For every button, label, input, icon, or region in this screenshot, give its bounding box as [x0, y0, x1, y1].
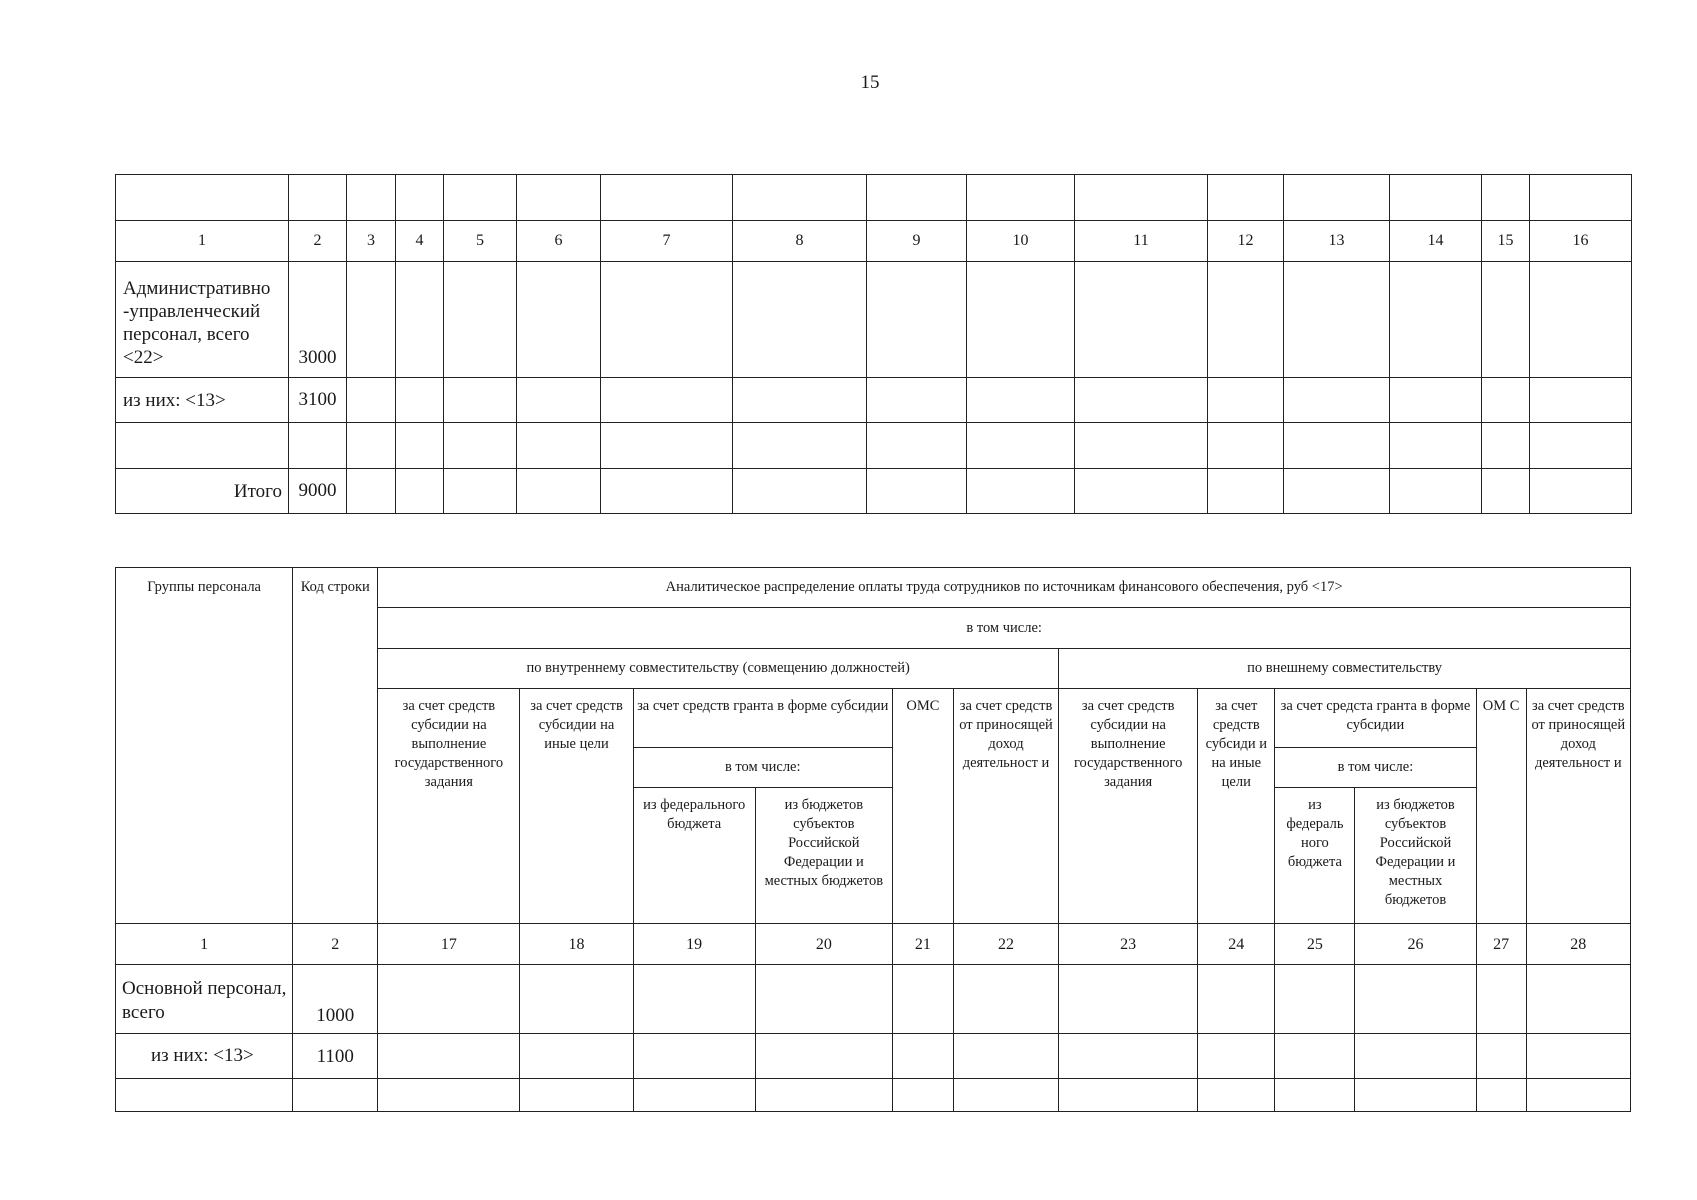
column-number: 23: [1059, 924, 1198, 965]
column-number: 28: [1526, 924, 1630, 965]
total-code: 9000: [289, 469, 347, 514]
table-row: [116, 262, 1632, 378]
column-number: 9: [867, 221, 967, 262]
table-row: [116, 965, 1631, 1034]
column-number: 22: [953, 924, 1058, 965]
column-number: 14: [1390, 221, 1482, 262]
empty-cell: [520, 1034, 633, 1079]
row-code: 1000: [293, 965, 378, 1034]
column-number: 15: [1482, 221, 1530, 262]
row-code: [293, 1079, 378, 1112]
empty-cell: [520, 1079, 633, 1112]
column-number: 2: [293, 924, 378, 965]
column-number: 24: [1198, 924, 1275, 965]
empty-cell: [1355, 965, 1476, 1034]
empty-cell: [1526, 965, 1630, 1034]
empty-cell: [1355, 1034, 1476, 1079]
row-label: Основной персонал, всего: [116, 965, 293, 1034]
empty-cell: [378, 1079, 520, 1112]
column-number-row: [116, 221, 1632, 262]
column-number: 18: [520, 924, 633, 965]
empty-cell: [1198, 1034, 1275, 1079]
empty-cell: [633, 965, 755, 1034]
empty-cell: [633, 1079, 755, 1112]
column-number: 12: [1208, 221, 1284, 262]
header-regional-ext: из бюджетов субъектов Российской Федерации и местных бюджетов: [1355, 788, 1476, 924]
empty-cell: [1526, 1079, 1630, 1112]
row-code: 3100: [289, 378, 347, 423]
header-regional: из бюджетов субъектов Российской Федерации и местных бюджетов: [755, 788, 892, 924]
header-subsidy-state-task: за счет средств субсидии на выполнение государственного задания: [378, 689, 520, 924]
column-number: 27: [1476, 924, 1526, 965]
header-including-grant: в том числе:: [633, 748, 892, 788]
column-number: 4: [396, 221, 444, 262]
header-internal: по внутреннему совместительству (совмещению должностей): [378, 649, 1059, 689]
row-label: из них: <13>: [116, 378, 289, 423]
column-number: 1: [116, 221, 289, 262]
total-label: Итого: [116, 469, 289, 514]
empty-cell: [1059, 965, 1198, 1034]
column-number: 2: [289, 221, 347, 262]
staff-table-part1: [115, 174, 1632, 514]
empty-cell: [378, 965, 520, 1034]
column-number: 16: [1530, 221, 1632, 262]
header-grant: за счет средств гранта в форме субсидии: [633, 689, 892, 748]
row-code: 3000: [289, 262, 347, 378]
empty-cell: [378, 1034, 520, 1079]
column-number: 1: [116, 924, 293, 965]
table-row: [116, 423, 1632, 469]
column-number: 5: [444, 221, 517, 262]
empty-cell: [755, 1034, 892, 1079]
header-grant-ext: за счет средста гранта в форме субсидии: [1275, 689, 1476, 748]
row-label: [116, 1079, 293, 1112]
column-number: 26: [1355, 924, 1476, 965]
empty-cell: [1198, 965, 1275, 1034]
header-including: в том числе:: [378, 608, 1631, 649]
header-oms: ОМС: [892, 689, 953, 924]
header-oms-ext: ОМ С: [1476, 689, 1526, 924]
empty-cell: [1355, 1079, 1476, 1112]
empty-cell: [1275, 1034, 1355, 1079]
empty-cell: [1476, 965, 1526, 1034]
header-subsidy-other: за счет средств субсидии на иные цели: [520, 689, 633, 924]
empty-cell: [1275, 965, 1355, 1034]
column-number-row: [116, 924, 1631, 965]
empty-cell: [1198, 1079, 1275, 1112]
empty-cell: [892, 1034, 953, 1079]
empty-cell: [892, 1079, 953, 1112]
column-number: 11: [1075, 221, 1208, 262]
column-number: 20: [755, 924, 892, 965]
column-number: 6: [517, 221, 601, 262]
header-analytic-distribution: Аналитическое распределение оплаты труда сотрудников по источникам финансового обеспечения, руб <17>: [378, 568, 1631, 608]
table-row: [116, 378, 1632, 423]
staff-table-part2: [115, 567, 1631, 1112]
empty-cell: [755, 965, 892, 1034]
empty-cell: [953, 965, 1058, 1034]
header-subsidy-other-ext: за счет средств субсиди и на иные цели: [1198, 689, 1275, 924]
empty-cell: [953, 1079, 1058, 1112]
header-row-code: Код строки: [293, 568, 378, 924]
empty-cell: [755, 1079, 892, 1112]
table-row: [116, 1079, 1631, 1112]
column-number: 17: [378, 924, 520, 965]
header-income: за счет средств от приносящей доход деятельност и: [953, 689, 1058, 924]
header-personnel-groups: Группы персонала: [116, 568, 293, 924]
empty-cell: [520, 965, 633, 1034]
column-number: 7: [601, 221, 733, 262]
empty-cell: [953, 1034, 1058, 1079]
column-number: 3: [347, 221, 396, 262]
header-subsidy-state-task-ext: за счет средств субсидии на выполнение государственного задания: [1059, 689, 1198, 924]
column-number: 19: [633, 924, 755, 965]
header-external: по внешнему совместительству: [1059, 649, 1631, 689]
empty-cell: [633, 1034, 755, 1079]
row-label: из них: <13>: [116, 1034, 293, 1079]
total-row: [116, 469, 1632, 514]
row-code: [289, 423, 347, 469]
row-label: [116, 423, 289, 469]
page-number: 15: [860, 72, 880, 93]
column-number: 8: [733, 221, 867, 262]
row-label: Административно -управленческий персонал, всего <22>: [116, 262, 289, 378]
header-federal: из федерального бюджета: [633, 788, 755, 924]
column-number: 25: [1275, 924, 1355, 965]
empty-cell: [1526, 1034, 1630, 1079]
table-row: [116, 1034, 1631, 1079]
header-income-ext: за счет средств от приносящей доход деятельност и: [1526, 689, 1630, 924]
empty-cell: [1059, 1034, 1198, 1079]
header-row: [116, 175, 1632, 221]
header-federal-ext: из федераль ного бюджета: [1275, 788, 1355, 924]
empty-cell: [1275, 1079, 1355, 1112]
empty-cell: [1476, 1034, 1526, 1079]
empty-cell: [1059, 1079, 1198, 1112]
row-code: 1100: [293, 1034, 378, 1079]
column-number: 10: [967, 221, 1075, 262]
empty-cell: [1476, 1079, 1526, 1112]
column-number: 13: [1284, 221, 1390, 262]
column-number: 21: [892, 924, 953, 965]
header-including-grant-ext: в том числе:: [1275, 748, 1476, 788]
empty-cell: [892, 965, 953, 1034]
